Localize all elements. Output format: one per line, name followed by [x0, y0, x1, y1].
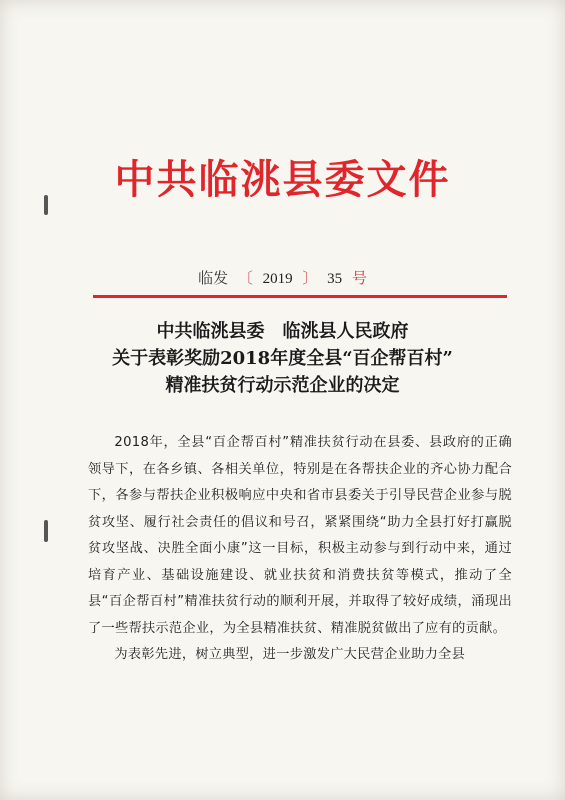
- red-separator-line: [93, 295, 507, 298]
- doc-number-year: 2019: [262, 271, 293, 287]
- binding-staple-bottom: [44, 520, 48, 542]
- doc-number-close-bracket: 〕: [302, 271, 318, 287]
- document-number: [0, 268, 565, 290]
- red-header-title: 中共临洮县委文件: [114, 156, 451, 203]
- document-title: [60, 318, 505, 399]
- title-line-1: 中共临洮县委 临洮县人民政府: [156, 321, 409, 342]
- body-paragraph-1: 2018年，全县“百企帮百村”精准扶贫行动在县委、县政府的正确领导下，在各乡镇、各相关单位，特别是在各帮扶企业的齐心协力配合下，各参与帮扶企业积极响应中央和省市县委关于引导民营企业参与脱贫攻坚、履行社会责任的倡议和号召，紧紧围绕“助力全县打好打赢脱贫攻坚战、决胜全面小康”这一目标，积极主动参与到行动中来，通过培育产业、基础设施建设、就业扶贫和消费扶贫等模式，推动了全县“百企帮百村”精准扶贫行动的顺利开展，并取得了较好成绩，涌现出了一些帮扶示范企业，为全县精准扶贫、精准脱贫做出了应有的贡献。: [88, 435, 512, 636]
- document-body: [88, 430, 512, 669]
- doc-number-open-bracket: 〔: [237, 271, 253, 287]
- title-line-2: 关于表彰奖励2018年度全县“百企帮百村”: [112, 348, 453, 369]
- doc-number-suffix: 号: [351, 271, 367, 287]
- title-line-3: 精准扶贫行动示范企业的决定: [165, 375, 400, 396]
- body-paragraph-2: 为表彰先进，树立典型，进一步激发广大民营企业助力全县: [114, 647, 466, 662]
- doc-number-prefix: 临发: [198, 271, 229, 287]
- doc-number-value: 35: [327, 271, 343, 287]
